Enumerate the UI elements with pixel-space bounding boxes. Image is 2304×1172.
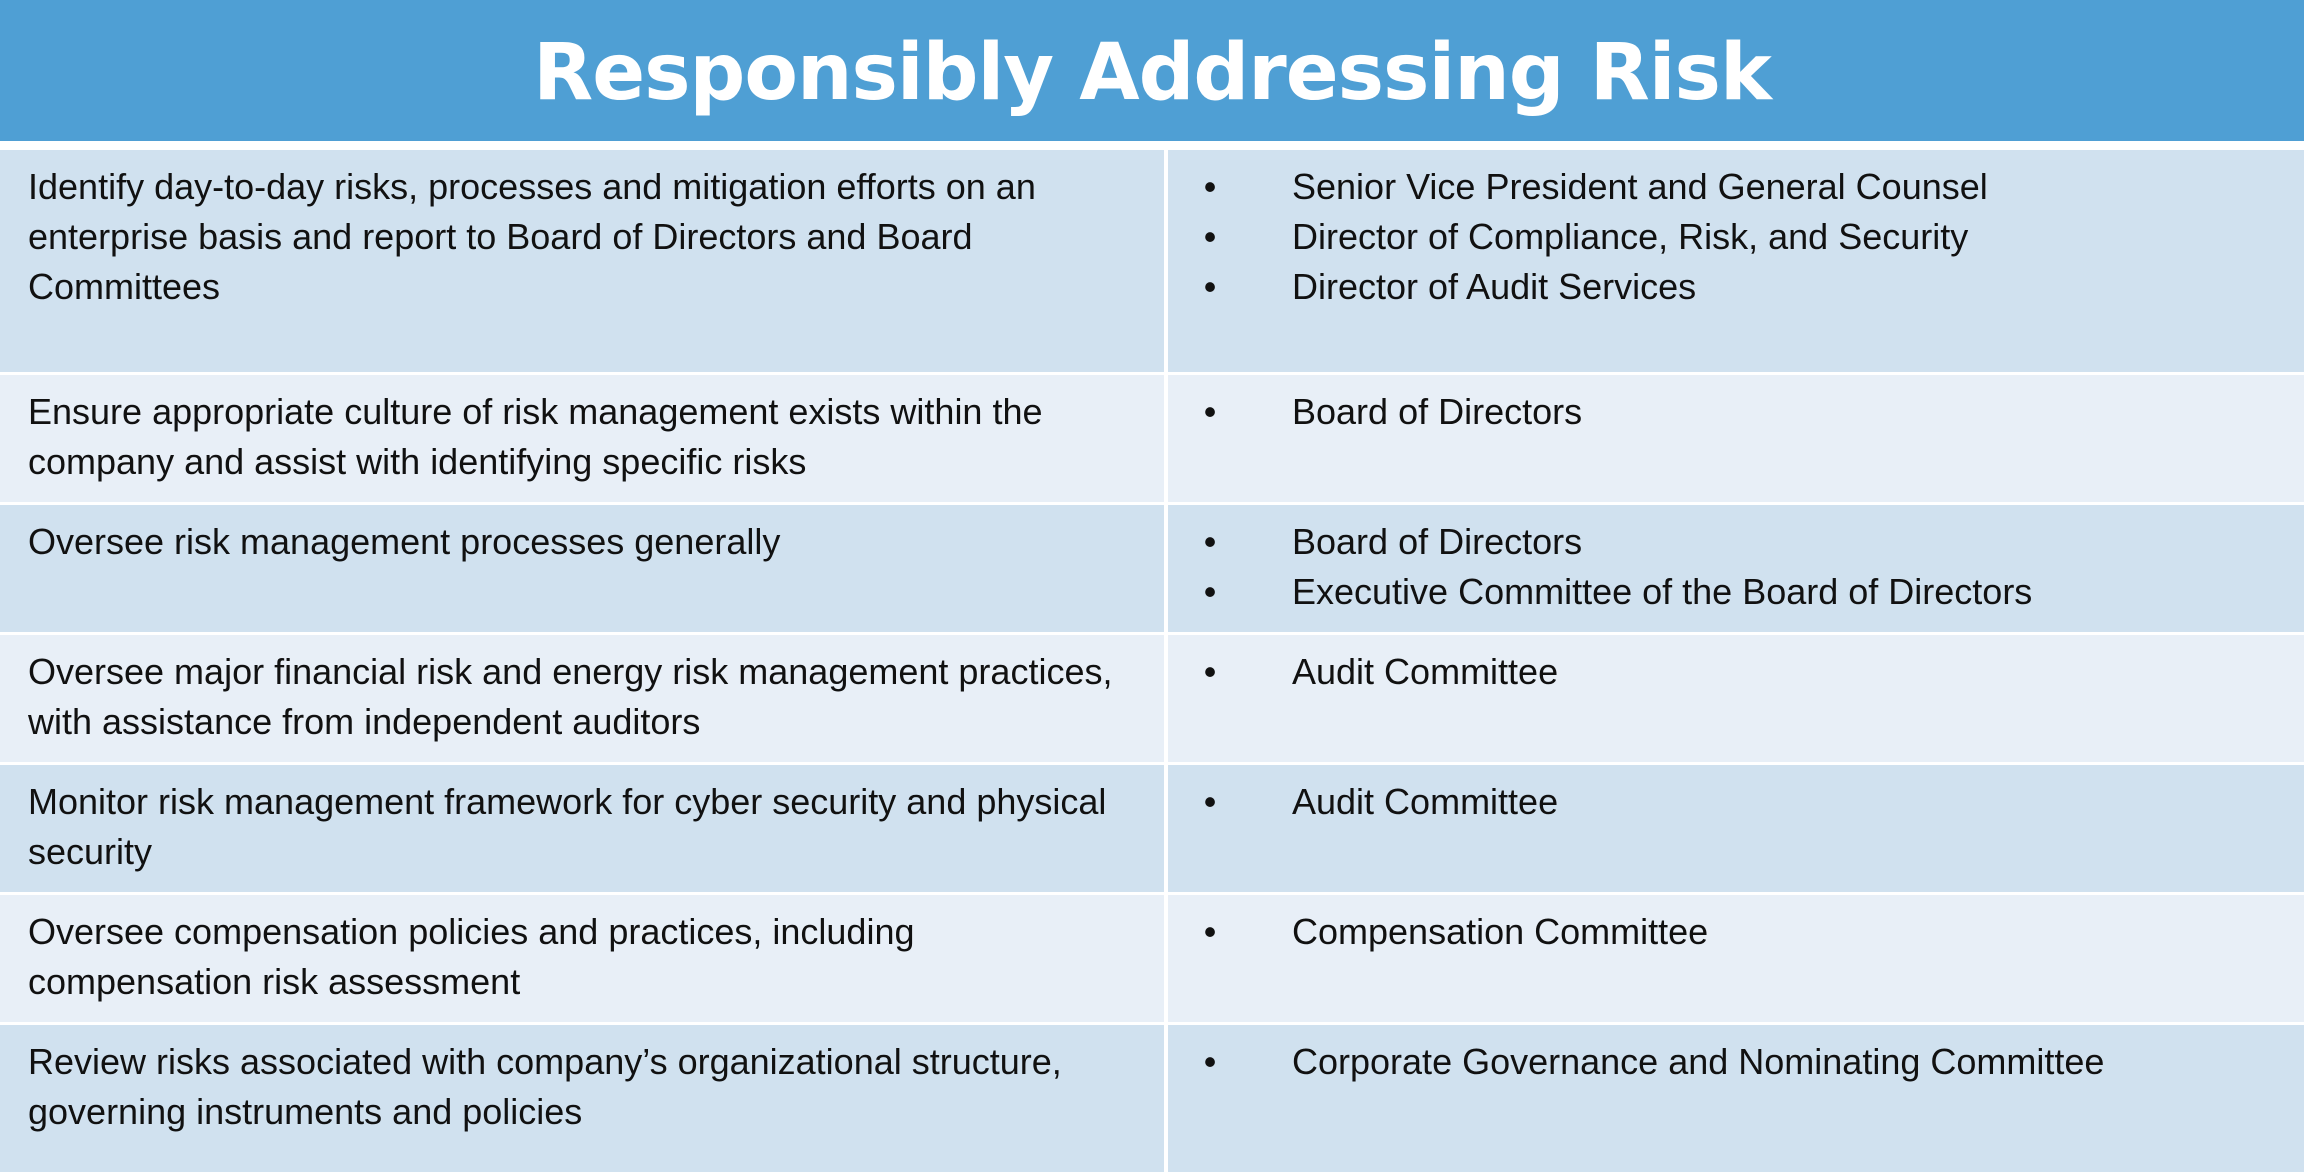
list-item xyxy=(1168,387,2284,437)
bullet-icon: • xyxy=(1203,521,1217,562)
owners-list xyxy=(1168,1037,2284,1087)
owners-cell xyxy=(1168,635,2304,762)
bullet-icon: • xyxy=(1203,216,1217,257)
bullet-icon: • xyxy=(1203,571,1217,612)
bullet-icon: • xyxy=(1203,166,1217,207)
owner-label: Board of Directors xyxy=(1292,391,1583,432)
bullet-icon: • xyxy=(1203,1041,1217,1082)
bullet-icon: • xyxy=(1203,911,1217,952)
responsibility-cell: Identify day-to-day risks, processes and mitigation efforts on an enterprise basis and report to Board of Directors and Board Committees xyxy=(0,150,1168,372)
owners-list xyxy=(1168,647,2284,697)
bullet-icon: • xyxy=(1203,651,1217,692)
bullet-icon: • xyxy=(1203,781,1217,822)
risk-table xyxy=(0,150,2304,1154)
title-bar xyxy=(0,0,2304,141)
owner-label: Audit Committee xyxy=(1292,781,1559,822)
list-item xyxy=(1168,907,2284,957)
owners-list xyxy=(1168,387,2284,437)
list-item xyxy=(1168,647,2284,697)
responsibility-cell: Oversee major financial risk and energy risk management practices, with assistance from independent auditors xyxy=(0,635,1168,762)
owners-cell xyxy=(1168,1025,2304,1172)
owner-label: Audit Committee xyxy=(1292,651,1559,692)
owners-cell xyxy=(1168,765,2304,892)
owners-list xyxy=(1168,162,2284,312)
responsibility-cell: Monitor risk management framework for cyber security and physical security xyxy=(0,765,1168,892)
owners-list xyxy=(1168,517,2284,617)
owner-label: Senior Vice President and General Counsel xyxy=(1292,166,1988,207)
list-item xyxy=(1168,567,2284,617)
list-item xyxy=(1168,262,2284,312)
responsibility-cell: Review risks associated with company’s organizational structure, governing instruments and policies xyxy=(0,1025,1168,1172)
bullet-icon: • xyxy=(1203,266,1217,307)
list-item xyxy=(1168,212,2284,262)
responsibility-cell: Oversee risk management processes generally xyxy=(0,505,1168,632)
list-item xyxy=(1168,1037,2284,1087)
owners-list xyxy=(1168,777,2284,827)
owners-cell xyxy=(1168,895,2304,1022)
owners-cell xyxy=(1168,150,2304,372)
owner-label: Corporate Governance and Nominating Committee xyxy=(1292,1041,2105,1082)
owner-label: Director of Audit Services xyxy=(1292,266,1697,307)
responsibility-cell: Oversee compensation policies and practices, including compensation risk assessment xyxy=(0,895,1168,1022)
list-item xyxy=(1168,517,2284,567)
page-title: Responsibly Addressing Risk xyxy=(533,27,1771,118)
owners-list xyxy=(1168,907,2284,957)
owners-cell xyxy=(1168,375,2304,502)
owners-cell xyxy=(1168,505,2304,632)
list-item xyxy=(1168,777,2284,827)
bullet-icon: • xyxy=(1203,391,1217,432)
owner-label: Director of Compliance, Risk, and Security xyxy=(1292,216,1969,257)
owner-label: Board of Directors xyxy=(1292,521,1583,562)
responsibility-cell: Ensure appropriate culture of risk management exists within the company and assist with identifying specific risks xyxy=(0,375,1168,502)
owner-label: Compensation Committee xyxy=(1292,911,1709,952)
owner-label: Executive Committee of the Board of Directors xyxy=(1292,571,2033,612)
list-item xyxy=(1168,162,2284,212)
